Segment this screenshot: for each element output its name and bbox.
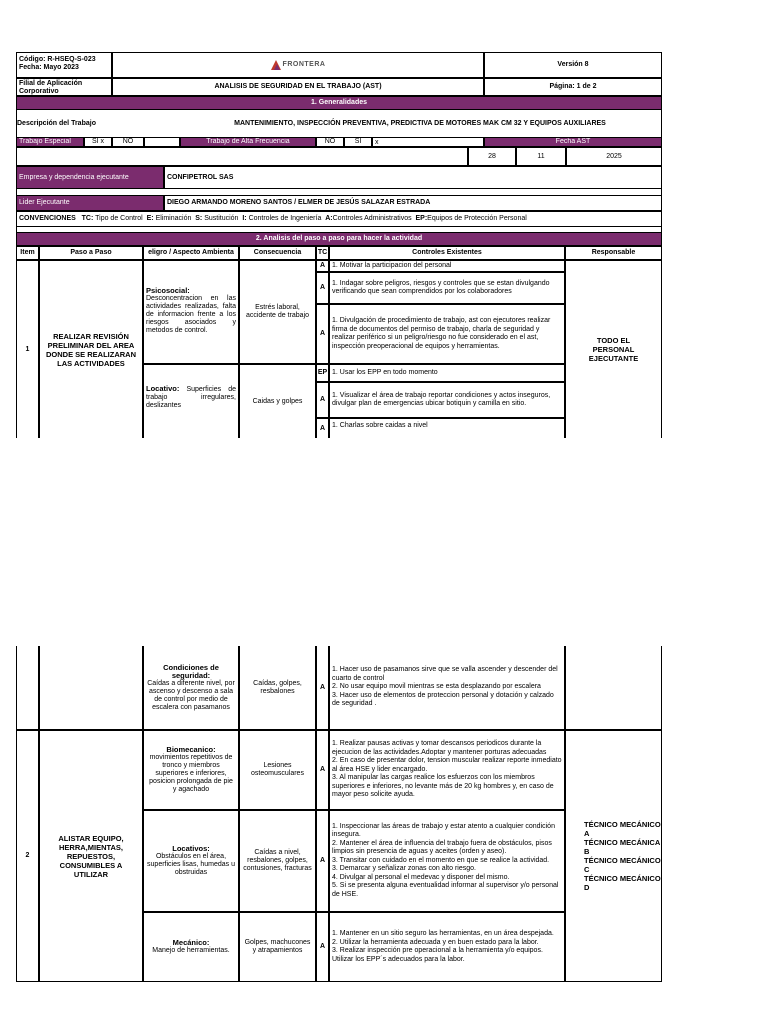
tc-3: A <box>316 304 329 364</box>
hazard-condiciones-title: Condiciones de seguridad: <box>163 662 219 680</box>
tc-6: A <box>316 418 329 438</box>
filial-label: Filial de Aplicación <box>19 80 83 87</box>
document-title: ANALISIS DE SEGURIDAD EN EL TRABAJO (AST) <box>112 78 484 96</box>
hazard-locativo-text: Superficies de trabajo irregulares, deslizantes <box>146 386 236 409</box>
hazard-biomecanico <box>143 730 239 810</box>
section1-title: 1. Generalidades <box>16 96 662 110</box>
conv-s-text: Sustitución <box>202 215 243 222</box>
conv-tc: TC: <box>81 215 94 222</box>
trabajo-especial-si[interactable]: SI x <box>84 137 112 147</box>
col-peligro: eligro / Aspecto Ambienta <box>143 246 239 260</box>
hazard-psicosocial <box>143 260 239 364</box>
control-6: 1. Charlas sobre caidas a nivel <box>329 418 565 438</box>
alta-frecuencia-label: Trabajo de Alta Frecuencia <box>180 137 316 147</box>
conv-title: CONVENCIONES <box>19 215 76 222</box>
consequence-mecanico: Golpes, machucones y atrapamientos <box>239 912 316 982</box>
conv-ep-text: Equipos de Protección Personal <box>427 215 527 222</box>
logo-text: FRONTERA <box>282 61 326 68</box>
hazard-psicosocial-text: Desconcentracion en las actividades realizadas, falta de informacion frente a los riesgos asociados y metodos de control. <box>146 295 236 334</box>
hazard-mecanico-text: Manejo de herramientas. <box>152 947 230 954</box>
control-p2-3: 1. Mantener en un sitio seguro las herramientas, en un área despejada. 2. Utilizar la herramienta adecuada y en buen estado para la labor. 3. Realizar inspección pre operacional a la herramienta y/o equipos. Utilizar los EPP´s adecuados para la labor. <box>329 912 565 982</box>
description-value: MANTENIMIENTO, INSPECCIÓN PREVENTIVA, PREDICTIVA DE MOTORES MAK CM 32 Y EQUIPOS AUXILIARES <box>234 119 606 127</box>
step-1: REALIZAR REVISIÓN PRELIMINAR DEL AREA DONDE SE REALIZARAN LAS ACTIVIDADES <box>39 260 143 438</box>
tc-2: A <box>316 272 329 304</box>
hazard-psicosocial-title: Psicosocial: <box>146 286 190 295</box>
fecha-month[interactable]: 11 <box>516 147 566 166</box>
p2-responsible-blank <box>565 646 662 730</box>
col-responsable: Responsable <box>565 246 662 260</box>
document-code: Código: R-HSEQ-S-023 <box>19 56 96 63</box>
conv-ep: EP: <box>415 215 428 222</box>
filial-value: Corporativo <box>19 88 59 95</box>
col-controles: Controles Existentes <box>329 246 565 260</box>
consequence-locativos: Caídas a nivel, resbalones, golpes, contusiones, fracturas <box>239 810 316 912</box>
p2-item-blank <box>16 646 39 730</box>
col-tc: TC <box>316 246 329 260</box>
description-label: Descripción del Trabajo <box>17 119 96 127</box>
tc-1: A <box>316 260 329 272</box>
tc-4: EP <box>316 364 329 382</box>
col-paso: Paso a Paso <box>39 246 143 260</box>
convenciones <box>16 211 662 227</box>
col-consecuencia: Consecuencia <box>239 246 316 260</box>
control-1: 1. Motivar la participacion del personal <box>329 260 565 272</box>
conv-s: S: <box>195 215 203 222</box>
conv-e-text: Eliminación <box>153 215 196 222</box>
consequence-locativo: Caidas y golpes <box>239 364 316 438</box>
conv-e: E: <box>146 215 154 222</box>
item-2: 2 <box>16 730 39 982</box>
lider-value[interactable]: DIEGO ARMANDO MORENO SANTOS / ELMER DE JESÚS SALAZAR ESTRADA <box>164 195 662 211</box>
p2-step-blank <box>39 646 143 730</box>
tc-p2-2: A <box>316 810 329 912</box>
tc-p2-1: A <box>316 730 329 810</box>
hazard-biomecanico-title: Biomecanico: <box>166 745 216 754</box>
fecha-year[interactable]: 2025 <box>566 147 662 166</box>
consequence-condiciones: Caídas, golpes, resbalones <box>239 646 316 730</box>
fecha-day[interactable]: 28 <box>468 147 516 166</box>
hazard-biomecanico-text: movimientos repetitivos de tronco y miembros superiores e inferiores, posicion prolongada de pie y agachado <box>149 754 233 793</box>
control-5: 1. Visualizar el área de trabajo reportar condiciones y actos inseguros, divulgar plan de emergencias ubicar botiquin y camilla en sitio. <box>329 382 565 418</box>
date-row-blank <box>16 147 468 166</box>
tc-p2-0: A <box>316 646 329 730</box>
control-2: 1. Indagar sobre peligros, riesgos y controles que se estan divulgando verificando que sean comprendidos por los colaboradores <box>329 272 565 304</box>
hazard-mecanico <box>143 912 239 982</box>
control-4: 1. Usar los EPP en todo momento <box>329 364 565 382</box>
consequence-psicosocial: Estrés laboral, accidente de trabajo <box>239 260 316 364</box>
trabajo-especial-label: Trabajo Especial <box>16 137 84 147</box>
document-date: Fecha: Mayo 2023 <box>19 64 79 71</box>
col-item: Item <box>16 246 39 260</box>
control-p2-2: 1. Inspeccionar las áreas de trabajo y estar atento a cualquier condición insegura. 2. Mantener el área de influencia del trabajo fuera de obstáculos, pisos limpios sin presencia de aguas y aceites (orden y aseo). 3. Transitar con cuidado en el momento en que se realice la actividad. 3. Demarcar y señalizar zonas con alto riesgo. 4. Divulgar al personal el medevac y disponer del mismo. 5. Si se presenta alguna eventualidad informar al supervisor y/o personal de HSE. <box>329 810 565 912</box>
hazard-locativos <box>143 810 239 912</box>
control-p2-0: 1. Hacer uso de pasamanos sirve que se valla ascender y descender del cuarto de control 2. No usar equipo movil mientras se esta desplazando por escalera 3. Hacer uso de elementos de proteccion personal y dotación y calzado de seguridad . <box>329 646 565 730</box>
header-code-date <box>16 52 112 78</box>
tc-p2-3: A <box>316 912 329 982</box>
hazard-condiciones-text: Caídas a diferente nivel, por ascenso y descenso a sala de control por medio de escalera con pasamanos <box>147 679 235 711</box>
control-p2-1: 1. Realizar pausas activas y tomar descansos periodicos durante la ejecucion de las actividades.Adoptar y mantener porturas adecuadas 2. En caso de presentar dolor, tension muscular realizar reporte inmediato al área HSE y lider encargado. 3. Al manipular las cargas realice los esfuerzos con los miembros superiores e inferiores, no levante más de 20 kg hombres y, en caso de mayor peso solicite ayuda. <box>329 730 565 810</box>
conv-i-text: Controles de Ingeniería <box>246 215 326 222</box>
responsible-1: TODO EL PERSONAL EJECUTANTE <box>565 260 662 438</box>
lider-label: Lider Ejecutante <box>16 195 164 211</box>
item-1: 1 <box>16 260 39 438</box>
control-3: 1. Divulgación de procedimiento de trabajo, ast con ejecutores realizar firma de documentos del permiso de trabajo, charla de seguridad y realizar periférico si un peligro/riesgo no fue considerado en el ast, inspección preoperacional de equipos y herramientas. <box>329 304 565 364</box>
trabajo-especial-no[interactable]: NO <box>112 137 144 147</box>
frontera-logo-icon <box>271 60 281 70</box>
conv-i: I: <box>242 215 247 222</box>
fecha-ast-label: Fecha AST <box>484 137 662 147</box>
hazard-condiciones-seguridad <box>143 646 239 730</box>
conv-a: A: <box>325 215 333 222</box>
hazard-locativos-text: Obstáculos en el área, superficies lisas, humedas u obstruidas <box>147 853 235 876</box>
alta-frecuencia-x[interactable]: x <box>372 137 484 147</box>
step-2: ALISTAR EQUIPO, HERRA,MIENTAS, REPUESTOS, CONSUMIBLES A UTILIZAR <box>39 730 143 982</box>
empresa-value[interactable]: CONFIPETROL SAS <box>164 166 662 189</box>
conv-tc-text: Tipo de Control <box>93 215 147 222</box>
logo-box <box>112 52 484 78</box>
alta-frecuencia-si[interactable]: SI <box>344 137 372 147</box>
empresa-label: Empresa y dependencia ejecutante <box>16 166 164 189</box>
hazard-mecanico-title: Mecánico: <box>172 938 210 947</box>
trabajo-especial-blank <box>144 137 180 147</box>
hazard-locativo <box>143 364 239 438</box>
conv-a-text: Controles Administrativos <box>332 215 416 222</box>
version: Versión 8 <box>484 52 662 78</box>
filial <box>16 78 112 96</box>
page-number: Página: 1 de 2 <box>484 78 662 96</box>
section2-title: 2. Analisis del paso a paso para hacer la actividad <box>16 232 662 246</box>
hazard-locativo-title: Locativo: <box>146 384 180 393</box>
responsible-2: TÉCNICO MECÁNICO A TÉCNICO MECÁNICA B TÉCNICO MECÁNICO C TÉCNICO MECÁNICO D <box>565 730 662 982</box>
tc-5: A <box>316 382 329 418</box>
consequence-biomecanico: Lesiones osteomusculares <box>239 730 316 810</box>
alta-frecuencia-no[interactable]: NO <box>316 137 344 147</box>
hazard-locativos-title: Locativos: <box>172 844 210 853</box>
